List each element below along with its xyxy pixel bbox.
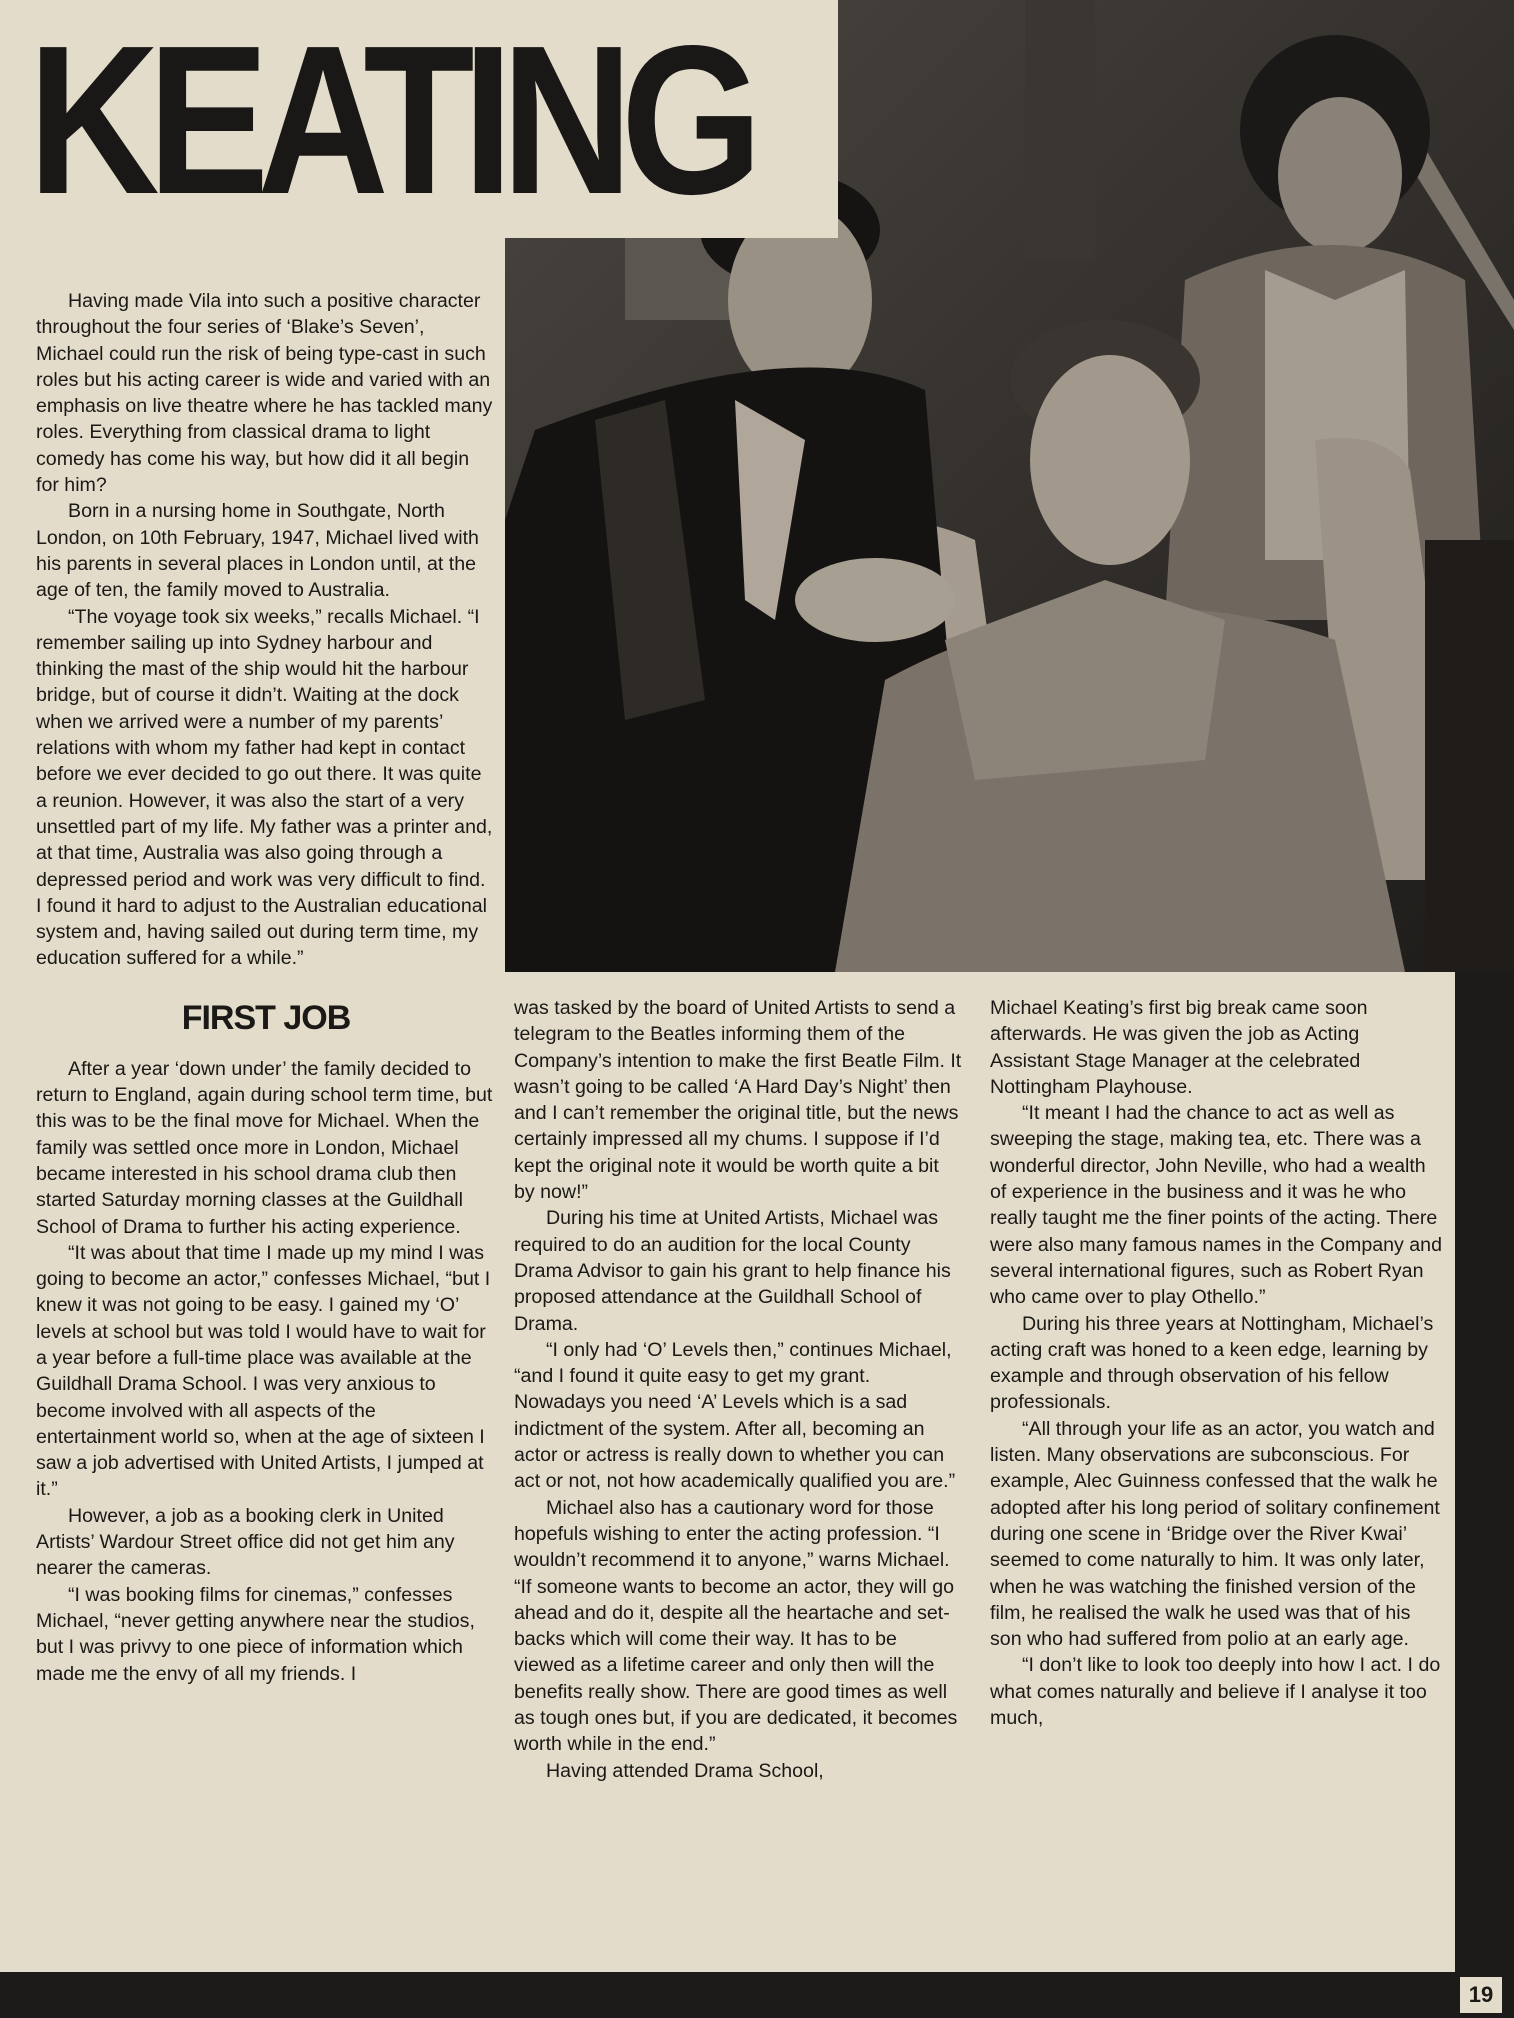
paragraph: “I only had ‘O’ Levels then,” continues Michael, “and I found it quite easy to get my grant. Nowadays you need ‘A’ Levels which is a sad indictment of the system. After all, becoming an actor or actress is really down to whether you can act or not, not how academically qualified you are.”: [514, 1338, 956, 1493]
page-number: 19: [1460, 1977, 1502, 2013]
paragraph: was tasked by the board of United Artists to send a telegram to the Beatles informing them of the Company’s intention to make the first Beatle Film. It wasn’t going to be called ‘A Hard Day’s Night’ then and I can’t remember the original title, but the news certainly impressed all my chums. I suppose if I’d kept the original note it would be worth quite a bit by now!”: [514, 997, 962, 1204]
paragraph: “It meant I had the chance to act as well as sweeping the stage, making tea, etc. There was a wonderful director, John Neville, who had a wealth of experience in the business and it was he who really taught me the finer points of the acting. There were also many famous names in the Company and several international figures, such as Robert Ryan who came over to play Othello.”: [990, 1102, 1442, 1309]
paragraph: Having attended Drama School,: [546, 1759, 824, 1782]
paragraph: After a year ‘down under’ the family decided to return to England, again during school term time, but this was to be the final move for Michael. When the family was settled once more in London, Michael became interested in his school drama club then started Saturday morning classes at the Guildhall School of Drama to further his acting experience.: [36, 1057, 493, 1238]
paragraph: Michael Keating’s first big break came soon afterwards. He was given the job as Acting Assistant Stage Manager at the celebrated Nottingham Playhouse.: [990, 997, 1368, 1098]
paragraph: “I don’t like to look too deeply into how I act. I do what comes naturally and believe if I analyse it too much,: [990, 1654, 1441, 1730]
article-column-3: [990, 995, 1442, 1731]
paragraph: Having made Vila into such a positive character throughout the four series of ‘Blake’s Seven’, Michael could run the risk of being type-cast in such roles but his acting career is wide and varied with an emphasis on live theatre where he has tackled many roles. Everything from classical drama to light comedy has come his way, but how did it all begin for him?: [36, 290, 493, 497]
paragraph: Michael also has a cautionary word for those hopefuls wishing to enter the acting profession. “I wouldn’t recommend it to anyone,” warns Michael. “If someone wants to become an actor, they will go ahead and do it, despite all the heartache and set-backs which will come their way. It has to be viewed as a lifetime career and only then will the benefits really show. There are good times as well as tough ones but, if you are dedicated, it becomes worth while in the end.”: [514, 1496, 958, 1756]
paragraph: During his time at United Artists, Michael was required to do an audition for the local County Drama Advisor to gain his grant to help finance his proposed attendance at the Guildhall School of Drama.: [514, 1207, 951, 1335]
paragraph: “I was booking films for cinemas,” confesses Michael, “never getting anywhere near the studios, but I was privvy to one piece of information which made me the envy of all my friends. I: [36, 1583, 475, 1685]
paragraph: “It was about that time I made up my mind I was going to become an actor,” confesses Michael, “but I knew it was not going to be easy. I gained my ‘O’ levels at school but was told I would have to wait for a year before a full-time place was available at the Guildhall Drama School. I was very anxious to become involved with all aspects of the entertainment world so, when at the age of sixteen I saw a job advertised with United Artists, I jumped at it.”: [36, 1241, 491, 1501]
subheading: FIRST JOB: [181, 998, 351, 1037]
paragraph: However, a job as a booking clerk in United Artists’ Wardour Street office did not get him any nearer the cameras.: [36, 1504, 455, 1580]
paragraph: “All through your life as an actor, you watch and listen. Many observations are subconscious. For example, Alec Guinness confessed that the walk he adopted after his long period of solitary confinement during one scene in ‘Bridge over the River Kwai’ seemed to come naturally to him. It was only later, when he was watching the finished version of the film, he realised the walk he used was that of his son who had suffered from polio at an early age.: [990, 1417, 1440, 1651]
article-column-1: [36, 288, 496, 1687]
paragraph: During his three years at Nottingham, Michael’s acting craft was honed to a keen edge, learning by example and through observation of his fellow professionals.: [990, 1312, 1434, 1414]
headline: KEATING: [28, 1, 751, 238]
headline-box: [0, 0, 838, 238]
paragraph: Born in a nursing home in Southgate, North London, on 10th February, 1947, Michael lived with his parents in several places in London until, at the age of ten, the family moved to Australia.: [36, 500, 479, 602]
footer-bar: [0, 1972, 1514, 2018]
article-column-2: [514, 995, 962, 1784]
paragraph: “The voyage took six weeks,” recalls Michael. “I remember sailing up into Sydney harbour and thinking the mast of the ship would hit the harbour bridge, but of course it didn’t. Waiting at the dock when we arrived were a number of my parents’ relations with whom my father had kept in contact before we ever decided to go out there. It was quite a reunion. However, it was also the start of a very unsettled part of my life. My father was a printer and, at that time, Australia was also going through a depressed period and work was very difficult to find. I found it hard to adjust to the Australian educational system and, having sailed out during term time, my education suffered for a while.”: [36, 605, 493, 970]
photo-edge-strip: [1455, 972, 1514, 1972]
